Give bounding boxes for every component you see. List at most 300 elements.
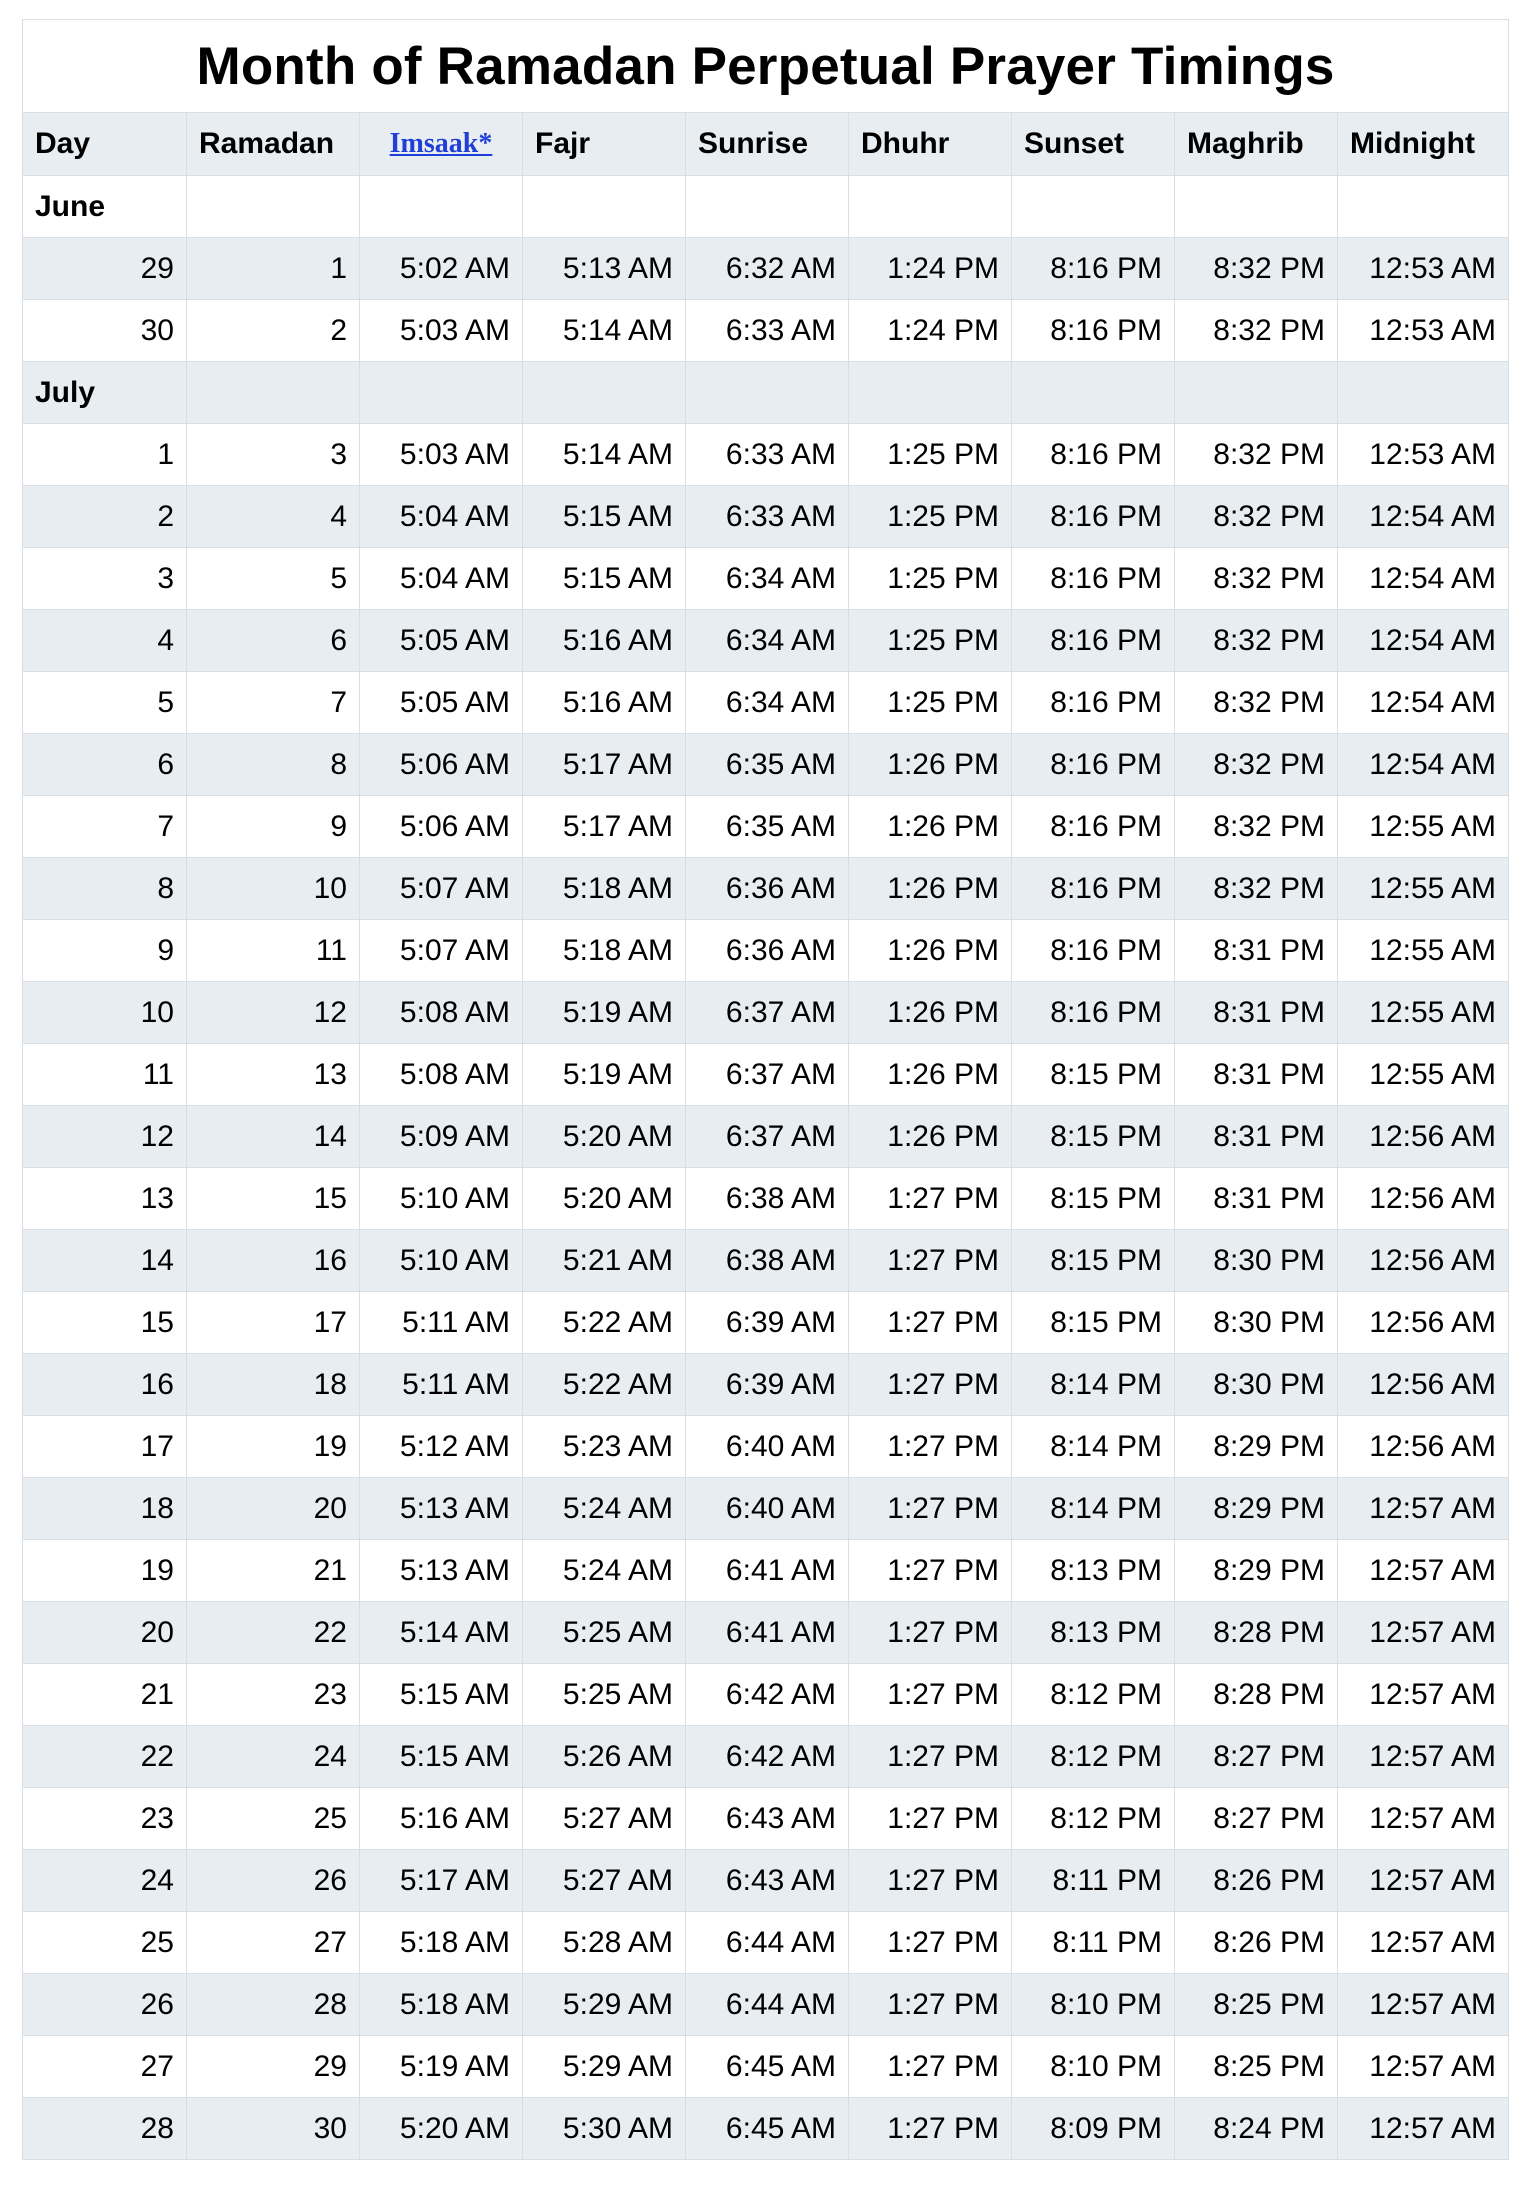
ramadan-cell: 11 [187,920,360,982]
dhuhr-cell: 1:26 PM [849,982,1012,1044]
imsaak-cell: 5:20 AM [360,2098,523,2160]
sunrise-cell: 6:36 AM [686,858,849,920]
sunrise-cell: 6:41 AM [686,1602,849,1664]
maghrib-cell: 8:28 PM [1175,1602,1338,1664]
month-row-july [23,362,1509,424]
sunset-cell: 8:13 PM [1012,1602,1175,1664]
fajr-cell: 5:17 AM [523,796,686,858]
day-cell: 20 [23,1602,187,1664]
sunset-cell: 8:16 PM [1012,300,1175,362]
ramadan-cell: 12 [187,982,360,1044]
sunset-cell: 8:16 PM [1012,672,1175,734]
midnight-cell: 12:57 AM [1338,1850,1509,1912]
fajr-cell: 5:24 AM [523,1540,686,1602]
sunset-cell: 8:16 PM [1012,238,1175,300]
dhuhr-cell: 1:27 PM [849,1664,1012,1726]
dhuhr-cell: 1:27 PM [849,1788,1012,1850]
sunset-cell: 8:09 PM [1012,2098,1175,2160]
table-row [23,1354,1509,1416]
midnight-cell: 12:56 AM [1338,1354,1509,1416]
fajr-cell: 5:14 AM [523,300,686,362]
imsaak-cell: 5:05 AM [360,672,523,734]
imsaak-cell: 5:19 AM [360,2036,523,2098]
fajr-cell: 5:19 AM [523,982,686,1044]
sunset-cell: 8:16 PM [1012,734,1175,796]
dhuhr-cell: 1:25 PM [849,672,1012,734]
day-cell: 23 [23,1788,187,1850]
ramadan-cell: 22 [187,1602,360,1664]
day-cell: 13 [23,1168,187,1230]
column-header-sunset: Sunset [1012,113,1175,176]
dhuhr-cell: 1:26 PM [849,796,1012,858]
imsaak-cell: 5:10 AM [360,1230,523,1292]
sunrise-cell: 6:42 AM [686,1664,849,1726]
sunset-cell: 8:16 PM [1012,858,1175,920]
sunset-cell: 8:16 PM [1012,796,1175,858]
imsaak-cell: 5:11 AM [360,1292,523,1354]
midnight-cell: 12:54 AM [1338,734,1509,796]
midnight-cell: 12:53 AM [1338,424,1509,486]
ramadan-cell: 14 [187,1106,360,1168]
fajr-cell: 5:19 AM [523,1044,686,1106]
ramadan-cell: 10 [187,858,360,920]
midnight-cell: 12:57 AM [1338,1974,1509,2036]
ramadan-cell: 8 [187,734,360,796]
midnight-cell: 12:57 AM [1338,1602,1509,1664]
fajr-cell: 5:20 AM [523,1168,686,1230]
day-cell: 19 [23,1540,187,1602]
sunrise-cell: 6:34 AM [686,610,849,672]
sunset-cell: 8:16 PM [1012,920,1175,982]
fajr-cell: 5:30 AM [523,2098,686,2160]
ramadan-cell: 3 [187,424,360,486]
maghrib-cell: 8:32 PM [1175,796,1338,858]
imsaak-cell: 5:11 AM [360,1354,523,1416]
imsaak-cell: 5:02 AM [360,238,523,300]
imsaak-cell: 5:09 AM [360,1106,523,1168]
dhuhr-cell: 1:24 PM [849,238,1012,300]
imsaak-cell: 5:13 AM [360,1540,523,1602]
day-cell: 4 [23,610,187,672]
imsaak-cell: 5:07 AM [360,858,523,920]
dhuhr-cell: 1:27 PM [849,1354,1012,1416]
title-row [23,20,1509,113]
column-header-day: Day [23,113,187,176]
ramadan-cell: 4 [187,486,360,548]
day-cell: 15 [23,1292,187,1354]
day-cell: 2 [23,486,187,548]
table-row [23,982,1509,1044]
midnight-cell: 12:53 AM [1338,300,1509,362]
maghrib-cell: 8:29 PM [1175,1478,1338,1540]
maghrib-cell: 8:31 PM [1175,982,1338,1044]
fajr-cell: 5:20 AM [523,1106,686,1168]
sunset-cell: 8:14 PM [1012,1354,1175,1416]
ramadan-cell: 30 [187,2098,360,2160]
day-cell: 5 [23,672,187,734]
sunrise-cell: 6:40 AM [686,1478,849,1540]
table-row [23,1850,1509,1912]
dhuhr-cell: 1:26 PM [849,734,1012,796]
dhuhr-cell: 1:25 PM [849,486,1012,548]
ramadan-cell: 21 [187,1540,360,1602]
sunrise-cell: 6:44 AM [686,1974,849,2036]
fajr-cell: 5:25 AM [523,1664,686,1726]
dhuhr-cell: 1:25 PM [849,548,1012,610]
maghrib-cell: 8:32 PM [1175,238,1338,300]
empty-cell [1338,362,1509,424]
midnight-cell: 12:57 AM [1338,2036,1509,2098]
maghrib-cell: 8:32 PM [1175,672,1338,734]
sunrise-cell: 6:32 AM [686,238,849,300]
column-header-dhuhr: Dhuhr [849,113,1012,176]
day-cell: 8 [23,858,187,920]
maghrib-cell: 8:32 PM [1175,548,1338,610]
fajr-cell: 5:22 AM [523,1292,686,1354]
empty-cell [187,362,360,424]
ramadan-cell: 6 [187,610,360,672]
sunrise-cell: 6:45 AM [686,2098,849,2160]
table-row [23,1168,1509,1230]
empty-cell [523,176,686,238]
day-cell: 21 [23,1664,187,1726]
maghrib-cell: 8:32 PM [1175,300,1338,362]
dhuhr-cell: 1:27 PM [849,1230,1012,1292]
table-row [23,1974,1509,2036]
day-cell: 10 [23,982,187,1044]
maghrib-cell: 8:27 PM [1175,1726,1338,1788]
dhuhr-cell: 1:26 PM [849,920,1012,982]
midnight-cell: 12:57 AM [1338,1788,1509,1850]
table-row [23,300,1509,362]
sunset-cell: 8:15 PM [1012,1106,1175,1168]
ramadan-cell: 19 [187,1416,360,1478]
month-row-june [23,176,1509,238]
imsaak-cell: 5:18 AM [360,1974,523,2036]
table-row [23,796,1509,858]
imsaak-cell: 5:04 AM [360,548,523,610]
sunrise-cell: 6:37 AM [686,1106,849,1168]
midnight-cell: 12:57 AM [1338,1726,1509,1788]
imsaak-cell: 5:18 AM [360,1912,523,1974]
column-header-maghrib: Maghrib [1175,113,1338,176]
day-cell: 7 [23,796,187,858]
day-cell: 16 [23,1354,187,1416]
empty-cell [686,176,849,238]
sunrise-cell: 6:35 AM [686,734,849,796]
imsaak-cell: 5:03 AM [360,424,523,486]
fajr-cell: 5:22 AM [523,1354,686,1416]
sunset-cell: 8:14 PM [1012,1478,1175,1540]
ramadan-cell: 17 [187,1292,360,1354]
imsaak-cell: 5:05 AM [360,610,523,672]
month-label: July [23,362,187,424]
fajr-cell: 5:25 AM [523,1602,686,1664]
day-cell: 29 [23,238,187,300]
maghrib-cell: 8:29 PM [1175,1416,1338,1478]
dhuhr-cell: 1:27 PM [849,1292,1012,1354]
ramadan-cell: 1 [187,238,360,300]
imsaak-cell: 5:15 AM [360,1664,523,1726]
sunset-cell: 8:16 PM [1012,486,1175,548]
ramadan-cell: 29 [187,2036,360,2098]
ramadan-cell: 9 [187,796,360,858]
midnight-cell: 12:56 AM [1338,1168,1509,1230]
imsaak-cell: 5:12 AM [360,1416,523,1478]
table-row [23,486,1509,548]
imsaak-cell: 5:14 AM [360,1602,523,1664]
sunrise-cell: 6:45 AM [686,2036,849,2098]
sunrise-cell: 6:44 AM [686,1912,849,1974]
prayer-timings-table [22,19,1509,2160]
header-row [23,113,1509,176]
empty-cell [187,176,360,238]
dhuhr-cell: 1:27 PM [849,2098,1012,2160]
sunset-cell: 8:15 PM [1012,1044,1175,1106]
midnight-cell: 12:54 AM [1338,610,1509,672]
table-row [23,1664,1509,1726]
midnight-cell: 12:56 AM [1338,1416,1509,1478]
table-row [23,1478,1509,1540]
fajr-cell: 5:16 AM [523,672,686,734]
dhuhr-cell: 1:27 PM [849,1478,1012,1540]
maghrib-cell: 8:30 PM [1175,1354,1338,1416]
table-row [23,1726,1509,1788]
maghrib-cell: 8:32 PM [1175,610,1338,672]
maghrib-cell: 8:28 PM [1175,1664,1338,1726]
fajr-cell: 5:13 AM [523,238,686,300]
table-row [23,1230,1509,1292]
fajr-cell: 5:24 AM [523,1478,686,1540]
sunset-cell: 8:12 PM [1012,1726,1175,1788]
midnight-cell: 12:57 AM [1338,2098,1509,2160]
midnight-cell: 12:55 AM [1338,1044,1509,1106]
dhuhr-cell: 1:26 PM [849,1106,1012,1168]
table-row [23,2098,1509,2160]
sunrise-cell: 6:41 AM [686,1540,849,1602]
day-cell: 11 [23,1044,187,1106]
dhuhr-cell: 1:27 PM [849,1168,1012,1230]
month-label: June [23,176,187,238]
sunset-cell: 8:10 PM [1012,1974,1175,2036]
maghrib-cell: 8:24 PM [1175,2098,1338,2160]
imsaak-footnote-link[interactable]: Imsaak* [389,128,493,159]
fajr-cell: 5:14 AM [523,424,686,486]
midnight-cell: 12:55 AM [1338,858,1509,920]
dhuhr-cell: 1:27 PM [849,2036,1012,2098]
midnight-cell: 12:55 AM [1338,982,1509,1044]
table-row [23,610,1509,672]
table-row [23,1540,1509,1602]
sunset-cell: 8:13 PM [1012,1540,1175,1602]
table-row [23,1416,1509,1478]
table-row [23,1044,1509,1106]
imsaak-cell: 5:13 AM [360,1478,523,1540]
midnight-cell: 12:56 AM [1338,1106,1509,1168]
empty-cell [849,362,1012,424]
table-row [23,1292,1509,1354]
day-cell: 30 [23,300,187,362]
column-header-imsaak [360,113,523,176]
ramadan-cell: 26 [187,1850,360,1912]
ramadan-cell: 20 [187,1478,360,1540]
ramadan-cell: 28 [187,1974,360,2036]
sunrise-cell: 6:38 AM [686,1168,849,1230]
sunrise-cell: 6:42 AM [686,1726,849,1788]
dhuhr-cell: 1:26 PM [849,1044,1012,1106]
fajr-cell: 5:27 AM [523,1788,686,1850]
day-cell: 14 [23,1230,187,1292]
day-cell: 24 [23,1850,187,1912]
empty-cell [360,176,523,238]
maghrib-cell: 8:25 PM [1175,1974,1338,2036]
table-row [23,2036,1509,2098]
fajr-cell: 5:15 AM [523,486,686,548]
empty-cell [1175,176,1338,238]
dhuhr-cell: 1:27 PM [849,1974,1012,2036]
dhuhr-cell: 1:27 PM [849,1850,1012,1912]
dhuhr-cell: 1:24 PM [849,300,1012,362]
midnight-cell: 12:56 AM [1338,1292,1509,1354]
empty-cell [686,362,849,424]
sunrise-cell: 6:43 AM [686,1788,849,1850]
day-cell: 27 [23,2036,187,2098]
empty-cell [360,362,523,424]
sunset-cell: 8:10 PM [1012,2036,1175,2098]
day-cell: 18 [23,1478,187,1540]
fajr-cell: 5:18 AM [523,920,686,982]
dhuhr-cell: 1:27 PM [849,1416,1012,1478]
fajr-cell: 5:27 AM [523,1850,686,1912]
day-cell: 17 [23,1416,187,1478]
fajr-cell: 5:28 AM [523,1912,686,1974]
imsaak-cell: 5:15 AM [360,1726,523,1788]
sunrise-cell: 6:34 AM [686,672,849,734]
table-row [23,1912,1509,1974]
day-cell: 1 [23,424,187,486]
maghrib-cell: 8:26 PM [1175,1850,1338,1912]
empty-cell [1338,176,1509,238]
sunset-cell: 8:12 PM [1012,1664,1175,1726]
imsaak-cell: 5:08 AM [360,982,523,1044]
imsaak-cell: 5:06 AM [360,734,523,796]
empty-cell [1012,176,1175,238]
table-row [23,920,1509,982]
midnight-cell: 12:57 AM [1338,1540,1509,1602]
sunset-cell: 8:16 PM [1012,610,1175,672]
sunrise-cell: 6:38 AM [686,1230,849,1292]
maghrib-cell: 8:30 PM [1175,1292,1338,1354]
maghrib-cell: 8:32 PM [1175,486,1338,548]
dhuhr-cell: 1:27 PM [849,1540,1012,1602]
dhuhr-cell: 1:26 PM [849,858,1012,920]
empty-cell [523,362,686,424]
dhuhr-cell: 1:27 PM [849,1602,1012,1664]
imsaak-cell: 5:03 AM [360,300,523,362]
ramadan-cell: 2 [187,300,360,362]
empty-cell [1175,362,1338,424]
sunset-cell: 8:16 PM [1012,424,1175,486]
day-cell: 6 [23,734,187,796]
sunrise-cell: 6:40 AM [686,1416,849,1478]
dhuhr-cell: 1:27 PM [849,1726,1012,1788]
sunset-cell: 8:16 PM [1012,548,1175,610]
sunset-cell: 8:12 PM [1012,1788,1175,1850]
table-row [23,1602,1509,1664]
day-cell: 26 [23,1974,187,2036]
table-row [23,858,1509,920]
midnight-cell: 12:54 AM [1338,672,1509,734]
fajr-cell: 5:23 AM [523,1416,686,1478]
imsaak-cell: 5:08 AM [360,1044,523,1106]
table-row [23,734,1509,796]
day-cell: 9 [23,920,187,982]
day-cell: 25 [23,1912,187,1974]
column-header-sunrise: Sunrise [686,113,849,176]
ramadan-cell: 18 [187,1354,360,1416]
imsaak-cell: 5:06 AM [360,796,523,858]
ramadan-cell: 5 [187,548,360,610]
sunrise-cell: 6:43 AM [686,1850,849,1912]
midnight-cell: 12:57 AM [1338,1478,1509,1540]
imsaak-cell: 5:17 AM [360,1850,523,1912]
table-row [23,672,1509,734]
dhuhr-cell: 1:25 PM [849,424,1012,486]
column-header-ramadan: Ramadan [187,113,360,176]
sunrise-cell: 6:37 AM [686,982,849,1044]
sunset-cell: 8:11 PM [1012,1850,1175,1912]
ramadan-cell: 27 [187,1912,360,1974]
fajr-cell: 5:15 AM [523,548,686,610]
maghrib-cell: 8:25 PM [1175,2036,1338,2098]
table-row [23,548,1509,610]
table-row [23,1106,1509,1168]
table-row [23,1788,1509,1850]
midnight-cell: 12:55 AM [1338,920,1509,982]
sunset-cell: 8:15 PM [1012,1168,1175,1230]
column-header-fajr: Fajr [523,113,686,176]
midnight-cell: 12:55 AM [1338,796,1509,858]
table-row [23,238,1509,300]
ramadan-cell: 15 [187,1168,360,1230]
ramadan-cell: 13 [187,1044,360,1106]
table-row [23,424,1509,486]
sunrise-cell: 6:39 AM [686,1354,849,1416]
page-title: Month of Ramadan Perpetual Prayer Timings [23,20,1509,113]
ramadan-cell: 24 [187,1726,360,1788]
sunrise-cell: 6:37 AM [686,1044,849,1106]
midnight-cell: 12:53 AM [1338,238,1509,300]
maghrib-cell: 8:32 PM [1175,858,1338,920]
sunrise-cell: 6:33 AM [686,486,849,548]
maghrib-cell: 8:31 PM [1175,1044,1338,1106]
sunset-cell: 8:14 PM [1012,1416,1175,1478]
midnight-cell: 12:57 AM [1338,1912,1509,1974]
midnight-cell: 12:54 AM [1338,486,1509,548]
midnight-cell: 12:54 AM [1338,548,1509,610]
sunrise-cell: 6:36 AM [686,920,849,982]
imsaak-cell: 5:04 AM [360,486,523,548]
maghrib-cell: 8:26 PM [1175,1912,1338,1974]
empty-cell [1012,362,1175,424]
maghrib-cell: 8:30 PM [1175,1230,1338,1292]
maghrib-cell: 8:29 PM [1175,1540,1338,1602]
sunrise-cell: 6:33 AM [686,300,849,362]
ramadan-cell: 16 [187,1230,360,1292]
fajr-cell: 5:29 AM [523,2036,686,2098]
empty-cell [849,176,1012,238]
midnight-cell: 12:57 AM [1338,1664,1509,1726]
